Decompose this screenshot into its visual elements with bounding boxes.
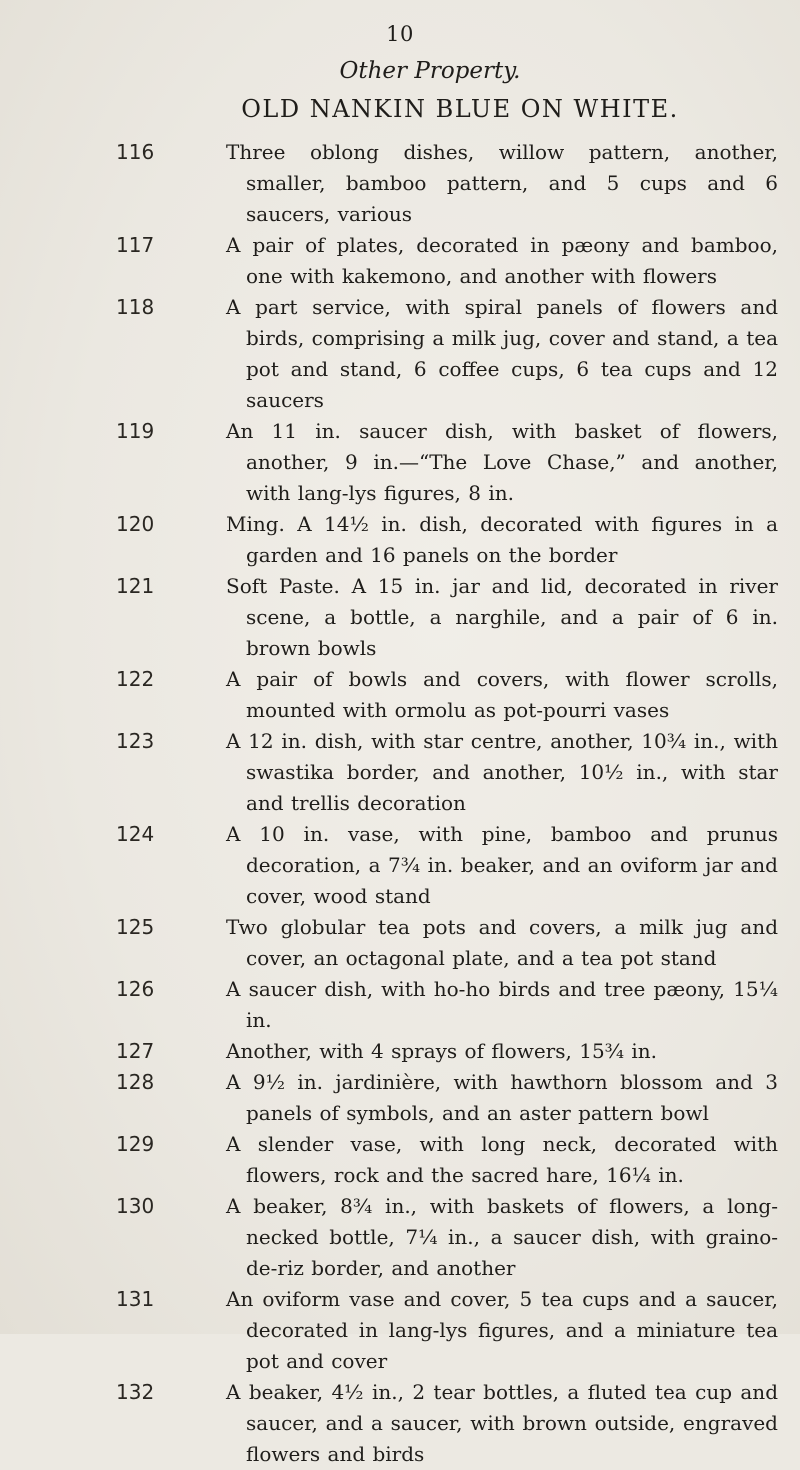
- lot-entry: [0, 571, 800, 664]
- lot-entry: [0, 509, 800, 571]
- lot-number: 119: [116, 419, 155, 443]
- lot-description: A beaker, 8¾ in., with baskets of flowers, a long-necked bottle, 7¼ in., a saucer dish, with graino-de-riz border, and another: [226, 1194, 778, 1280]
- lot-number: 122: [116, 667, 155, 691]
- lot-entry: [0, 1036, 800, 1067]
- lot-description: A slender vase, with long neck, decorated with flowers, rock and the sacred hare, 16¼ in.: [226, 1132, 778, 1187]
- lot-entry: [0, 416, 800, 509]
- lot-entry: [0, 1377, 800, 1470]
- lot-description: A part service, with spiral panels of flowers and birds, comprising a milk jug, cover and stand, a tea pot and stand, 6 coffee cups, 6 tea cups and 12 saucers: [226, 295, 778, 412]
- lot-description: An oviform vase and cover, 5 tea cups and a saucer, decorated in lang-lys figures, and a miniature tea pot and cover: [226, 1287, 778, 1373]
- lot-description: A 10 in. vase, with pine, bamboo and prunus decoration, a 7¾ in. beaker, and an oviform jar and cover, wood stand: [226, 822, 778, 908]
- page-number: 10: [386, 22, 414, 46]
- lot-description: Two globular tea pots and covers, a milk jug and cover, an octagonal plate, and a tea pot stand: [226, 915, 778, 970]
- lot-number: 123: [116, 729, 155, 753]
- lot-description: A saucer dish, with ho-ho birds and tree pæony, 15¼ in.: [226, 977, 778, 1032]
- lot-description: Another, with 4 sprays of flowers, 15¾ in.: [226, 1039, 658, 1063]
- lot-number: 131: [116, 1287, 155, 1311]
- lot-list: [0, 137, 800, 1470]
- lot-entry: [0, 230, 800, 292]
- lot-entry: [0, 664, 800, 726]
- lot-description: A 12 in. dish, with star centre, another, 10¾ in., with swastika border, and another, 10½ in., with star and trellis decoration: [226, 729, 778, 815]
- section-title: OLD NANKIN BLUE ON WHITE.: [241, 95, 679, 123]
- lot-number: 124: [116, 822, 155, 846]
- lot-description: Three oblong dishes, willow pattern, another, smaller, bamboo pattern, and 5 cups and 6 saucers, various: [226, 140, 778, 226]
- lot-entry: [0, 726, 800, 819]
- lot-number: 128: [116, 1070, 155, 1094]
- lot-entry: [0, 137, 800, 230]
- lot-entry: [0, 292, 800, 416]
- section-heading: Other Property.: [339, 58, 521, 84]
- lot-description: A 9½ in. jardinière, with hawthorn blossom and 3 panels of symbols, and an aster pattern bowl: [226, 1070, 778, 1125]
- lot-entry: [0, 819, 800, 912]
- lot-entry: [0, 1129, 800, 1191]
- lot-entry: [0, 912, 800, 974]
- lot-entry: [0, 1191, 800, 1284]
- lot-description: A pair of bowls and covers, with flower scrolls, mounted with ormolu as pot-pourri vases: [226, 667, 778, 722]
- lot-description: An 11 in. saucer dish, with basket of flowers, another, 9 in.—“The Love Chase,” and another, with lang-lys figures, 8 in.: [226, 419, 778, 505]
- lot-description: A pair of plates, decorated in pæony and bamboo, one with kakemono, and another with flowers: [226, 233, 778, 288]
- lot-number: 120: [116, 512, 155, 536]
- lot-number: 129: [116, 1132, 155, 1156]
- lot-number: 127: [116, 1039, 155, 1063]
- lot-number: 121: [116, 574, 155, 598]
- lot-number: 132: [116, 1380, 155, 1404]
- lot-number: 116: [116, 140, 155, 164]
- lot-entry: [0, 1067, 800, 1129]
- lot-description: Ming. A 14½ in. dish, decorated with figures in a garden and 16 panels on the border: [226, 512, 778, 567]
- lot-entry: [0, 974, 800, 1036]
- lot-entry: [0, 1284, 800, 1377]
- lot-number: 125: [116, 915, 155, 939]
- lot-number: 117: [116, 233, 155, 257]
- lot-number: 130: [116, 1194, 155, 1218]
- lot-description: A beaker, 4½ in., 2 tear bottles, a fluted tea cup and saucer, and a saucer, with brown outside, engraved flowers and birds: [226, 1380, 778, 1466]
- lot-number: 126: [116, 977, 155, 1001]
- lot-description: Soft Paste. A 15 in. jar and lid, decorated in river scene, a bottle, a narghile, and a pair of 6 in. brown bowls: [226, 574, 778, 660]
- lot-number: 118: [116, 295, 155, 319]
